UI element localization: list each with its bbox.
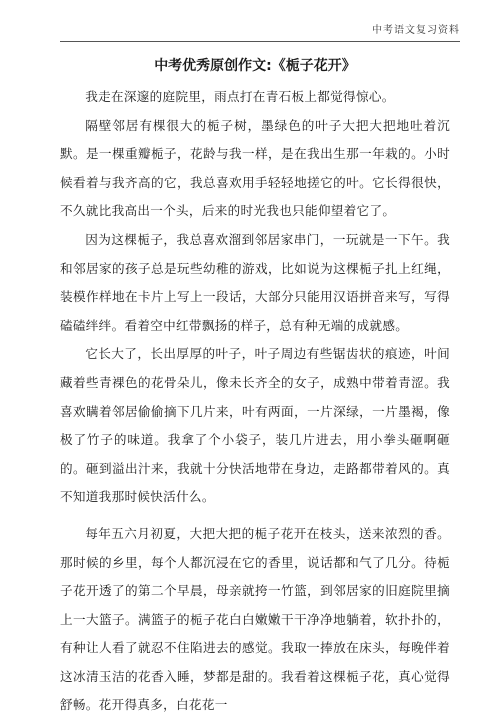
article-paragraph: 因为这棵栀子，我总喜欢溜到邻居家串门，一玩就是一下午。我和邻居家的孩子总是玩些幼稚的游戏，比如说为这棵栀子扎上红绳，装模作样地在卡片上写上一段话，大部分只能用汉语拼音来写，写得磕磕绊绊。看着空中红带飘扬的样子，总有种无端的成就感。 — [60, 231, 450, 333]
article-paragraph: 它长大了，长出厚厚的叶子，叶子周边有些锯齿状的痕迹，叶间藏着些青裸色的花骨朵儿，像未长齐全的女子，成熟中带着青涩。我喜欢瞒着邻居偷偷摘下几片来，叶有两面，一片深绿，一片墨褐，像极了竹子的味道。我拿了个小袋子，装几片进去，用小拳头砸啊砸的。砸到溢出汁来，我就十分快活地带在身边，走路都带着风的。真不知道我那时候快活什么。 — [60, 346, 450, 505]
article-paragraph: 每年五六月初夏，大把大把的栀子花开在枝头，送来浓烈的香。那时候的乡里，每个人都沉浸在它的香里，说话都和气了几分。待栀子花开透了的第二个早晨，母亲就挎一竹篮，到邻居家的旧庭院里摘上一大篮子。满篮子的栀子花白白嫩嫩干干净净地躺着，软扑扑的，有种让人看了就忍不住陷进去的感觉。我取一捧放在床头，每晚伴着这冰清玉洁的花香入睡，梦都是甜的。我看着这棵栀子花，真心觉得舒畅。花开得真多，白花花一 — [60, 525, 450, 713]
header-label: 中考语文复习资料 — [372, 25, 460, 36]
article-paragraph: 隔壁邻居有棵很大的栀子树，墨绿色的叶子大把大把地吐着沉默。是一棵重瓣栀子，花龄与我一样，是在我出生那一年栽的。小时候看着与我齐高的它，我总喜欢用手轻轻地搓它的叶。它长得很快，不久就比我高出一个头，后来的时光我也只能仰望着它了。 — [60, 117, 450, 219]
page-header — [0, 0, 500, 42]
article-title: 中考优秀原创作文:《栀子花开》 — [154, 58, 356, 74]
article-paragraph: 我走在深邃的庭院里，雨点打在青石板上都觉得惊心。 — [85, 89, 395, 104]
header-divider — [60, 41, 460, 42]
article — [60, 55, 450, 720]
